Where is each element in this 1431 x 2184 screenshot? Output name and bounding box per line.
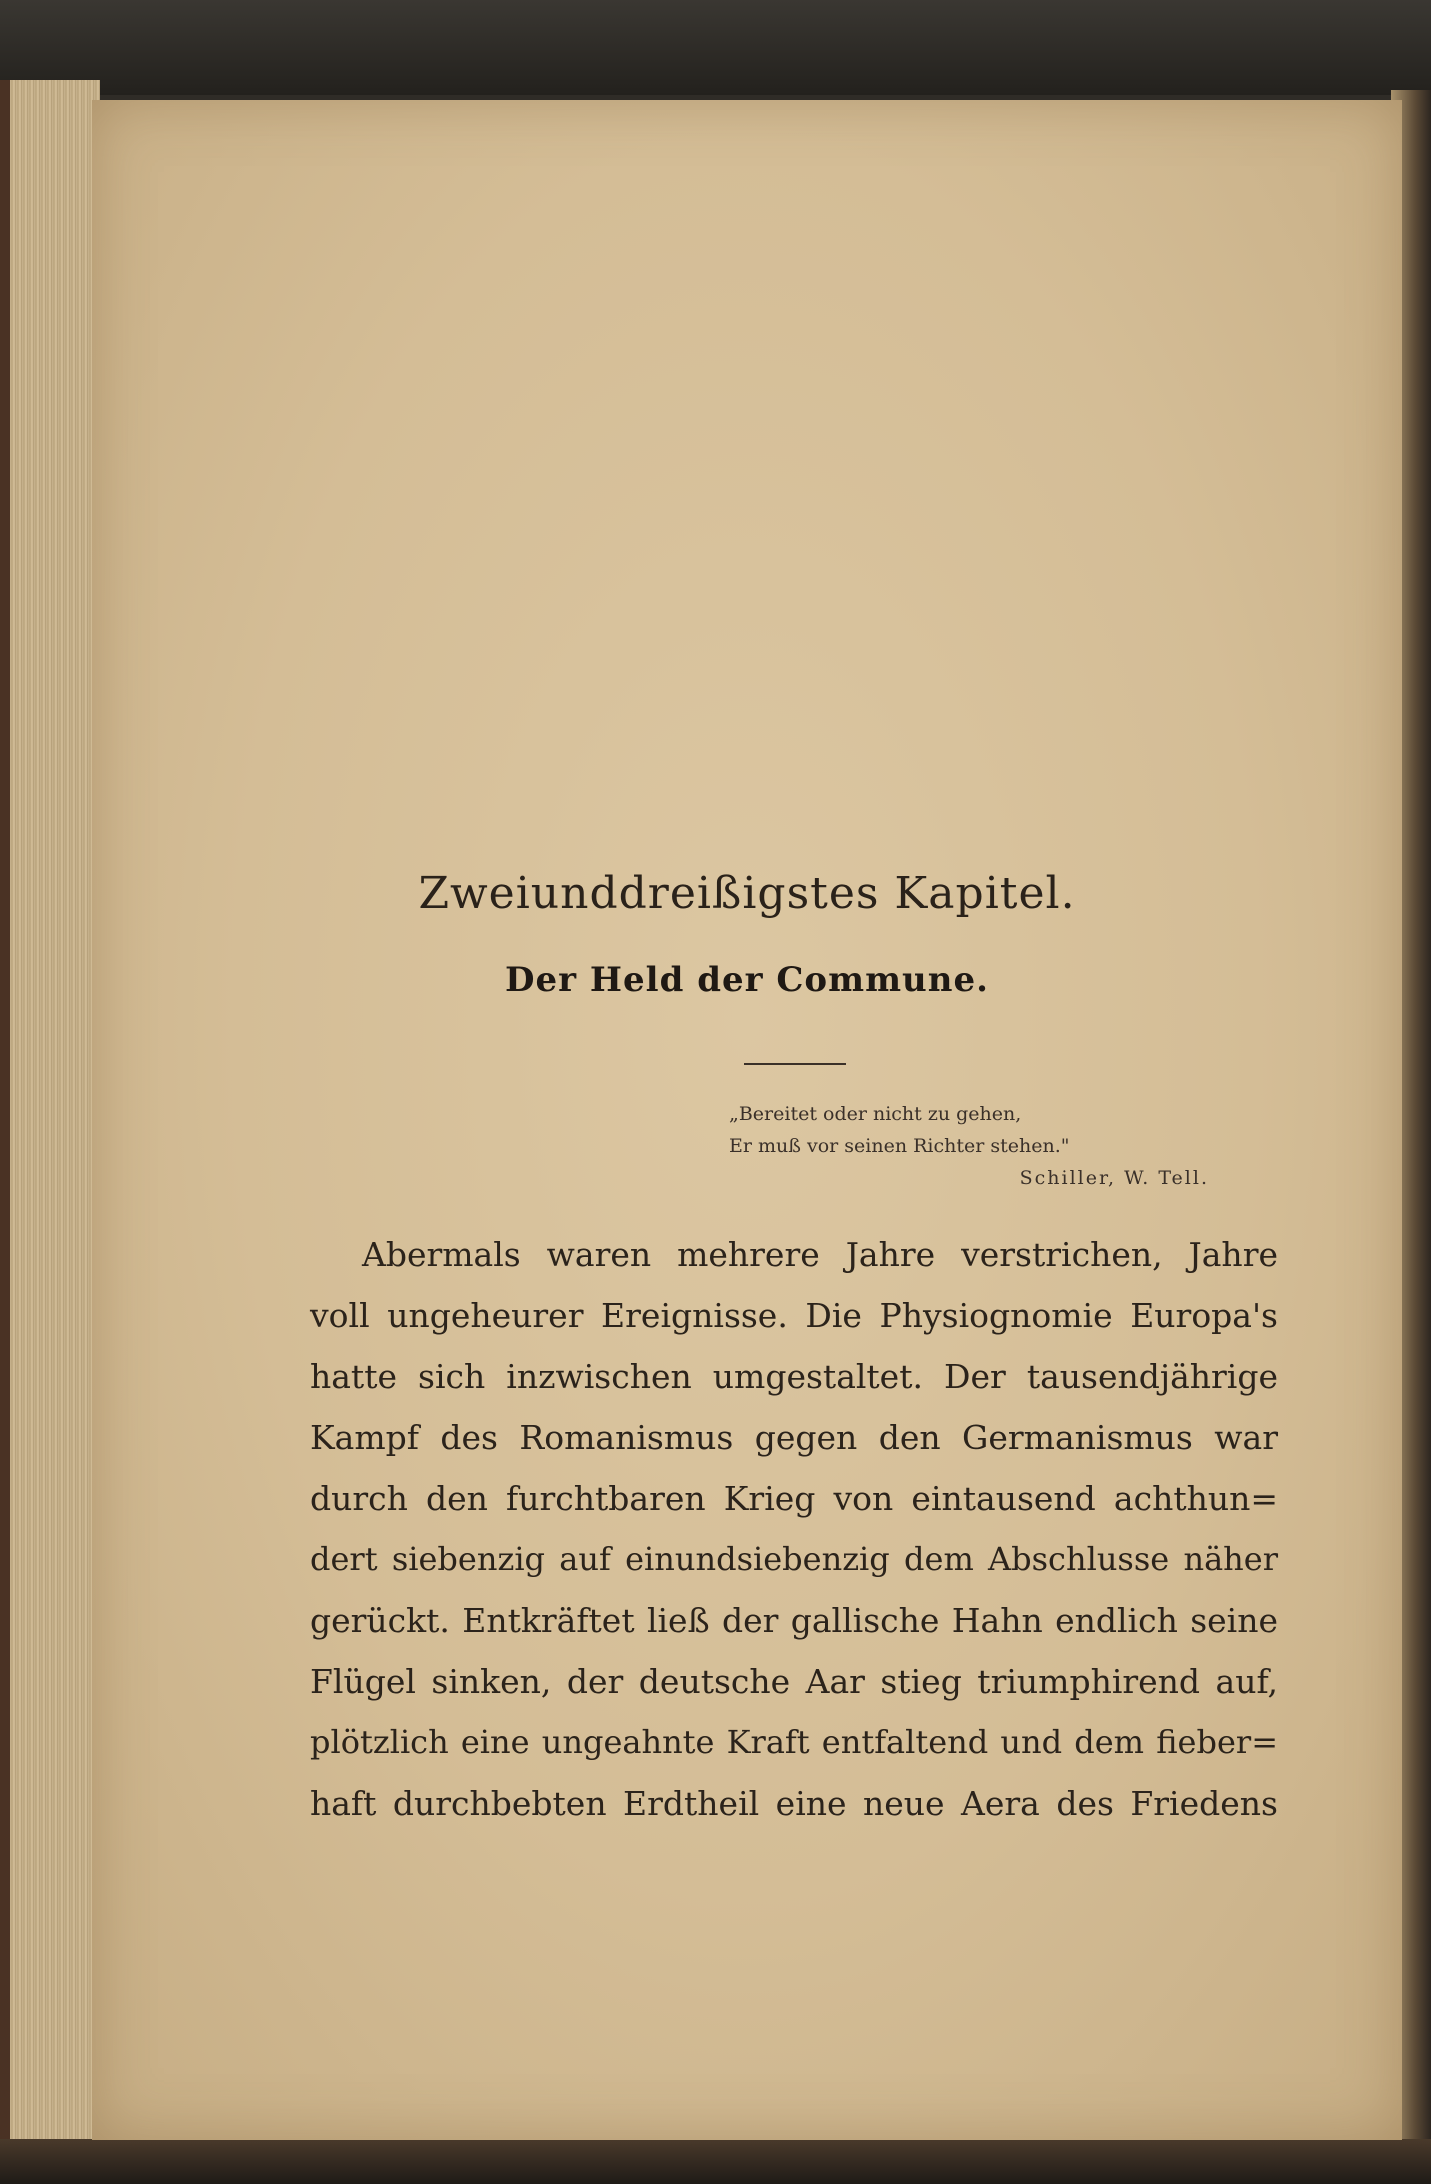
chapter-title: Zweiunddreißigstes Kapitel. [418, 868, 1076, 919]
body-line: Kampf des Romanismus gegen den Germanismus war [310, 1418, 1278, 1457]
body-line: durch den furchtbaren Krieg von eintausend achthun= [310, 1479, 1278, 1518]
book-bottom-edge [0, 2139, 1431, 2184]
chapter-subtitle: Der Held der Commune. [505, 960, 989, 1000]
body-line: Abermals waren mehrere Jahre verstrichen, Jahre [362, 1235, 1278, 1274]
book-page [92, 100, 1402, 2140]
epigraph-source: Schiller, W. Tell. [1019, 1167, 1209, 1189]
body-line: plötzlich eine ungeahnte Kraft entfaltend und dem fieber= [310, 1723, 1278, 1761]
body-line: Flügel sinken, der deutsche Aar stieg triumphirend auf, [310, 1662, 1278, 1701]
body-line: haft durchbebten Erdtheil eine neue Aera des Friedens [310, 1784, 1278, 1823]
book-cover-top [0, 0, 1431, 95]
epigraph [689, 1098, 1209, 1194]
body-line: gerückt. Entkräftet ließ der gallische Hahn endlich seine [310, 1601, 1278, 1640]
body-line: hatte sich inzwischen umgestaltet. Der tausendjährige [310, 1357, 1278, 1396]
body-line: voll ungeheurer Ereignisse. Die Physiognomie Europa's [310, 1296, 1278, 1335]
epigraph-line: Er muß vor seinen Richter stehen." [729, 1135, 1070, 1157]
title-divider [744, 1063, 846, 1065]
body-line: dert siebenzig auf einundsiebenzig dem Abschlusse näher [310, 1540, 1278, 1578]
epigraph-line: „Bereitet oder nicht zu gehen, [729, 1103, 1022, 1125]
body-paragraph [310, 1224, 1278, 1834]
page-stack-edge [0, 80, 100, 2140]
